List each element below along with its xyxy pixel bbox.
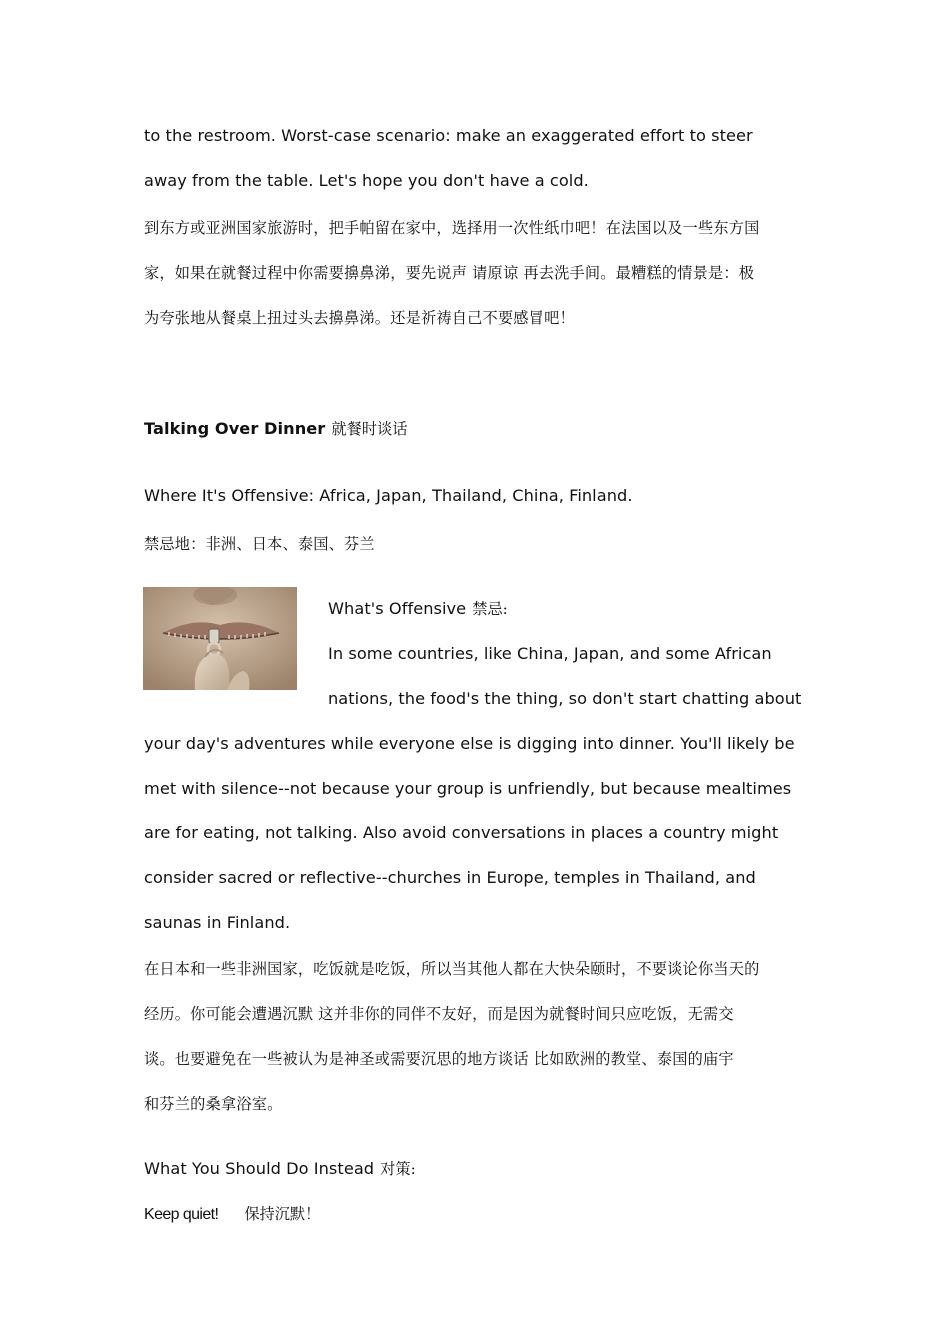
body-zh-line-4: 和芬兰的桑拿浴室。 bbox=[144, 1095, 283, 1113]
intro-zh-line-1: 到东方或亚洲国家旅游时，把手帕留在家中，选择用一次性纸巾吧！在法国以及一些东方国 bbox=[144, 219, 760, 237]
body-zh-line-2: 经历。你可能会遭遇沉默 这并非你的同伴不友好，而是因为就餐时间只应吃饭，无需交 bbox=[144, 1005, 734, 1023]
where-offensive-zh: 禁忌地：非洲、日本、泰国、芬兰 bbox=[144, 535, 375, 553]
body-en-line-1: In some countries, like China, Japan, and some African bbox=[328, 644, 772, 663]
intro-zh-line-3: 为夸张地从餐桌上扭过头去擤鼻涕。还是祈祷自己不要感冒吧！ bbox=[144, 309, 575, 327]
whats-offensive-en: What's Offensive bbox=[328, 599, 467, 618]
intro-en-line-1: to the restroom. Worst-case scenario: make an exaggerated effort to steer bbox=[144, 126, 753, 145]
section-heading bbox=[144, 418, 408, 440]
body-zh-line-3: 谈。也要避免在一些被认为是神圣或需要沉思的地方谈话 比如欧洲的教堂、泰国的庙宇 bbox=[144, 1050, 734, 1068]
intro-zh-line-2: 家，如果在就餐过程中你需要擤鼻涕，要先说声 请原谅 再去洗手间。最糟糕的情景是：极 bbox=[144, 264, 755, 282]
section-title-zh: 就餐时谈话 bbox=[331, 420, 408, 438]
body-en-line-7: saunas in Finland. bbox=[144, 913, 291, 932]
body-en-line-4: met with silence--not because your group is unfriendly, but because mealtimes bbox=[144, 779, 792, 798]
zipped-mouth-illustration bbox=[143, 587, 297, 690]
whats-offensive-zh: 禁忌: bbox=[472, 600, 508, 618]
instead-label bbox=[144, 1158, 416, 1180]
keep-quiet-en: Keep quiet! bbox=[144, 1206, 219, 1223]
body-en-line-6: consider sacred or reflective--churches in Europe, temples in Thailand, and bbox=[144, 868, 756, 887]
keep-quiet-line bbox=[144, 1203, 320, 1226]
intro-en-line-2: away from the table. Let's hope you don't have a cold. bbox=[144, 171, 589, 190]
keep-quiet-zh: 保持沉默！ bbox=[244, 1205, 321, 1223]
body-en-line-2: nations, the food's the thing, so don't start chatting about bbox=[328, 689, 802, 708]
instead-en: What You Should Do Instead bbox=[144, 1159, 375, 1178]
whats-offensive-label bbox=[328, 598, 508, 620]
body-en-line-5: are for eating, not talking. Also avoid conversations in places a country might bbox=[144, 823, 779, 842]
section-title-en: Talking Over Dinner bbox=[144, 419, 326, 438]
body-en-line-3: your day's adventures while everyone else is digging into dinner. You'll likely be bbox=[144, 734, 795, 753]
body-zh-line-1: 在日本和一些非洲国家，吃饭就是吃饭，所以当其他人都在大快朵颐时，不要谈论你当天的 bbox=[144, 960, 760, 978]
instead-zh: 对策: bbox=[380, 1160, 416, 1178]
zipped-mouth-photo bbox=[143, 587, 297, 690]
where-offensive-en: Where It's Offensive: Africa, Japan, Thailand, China, Finland. bbox=[144, 486, 633, 505]
